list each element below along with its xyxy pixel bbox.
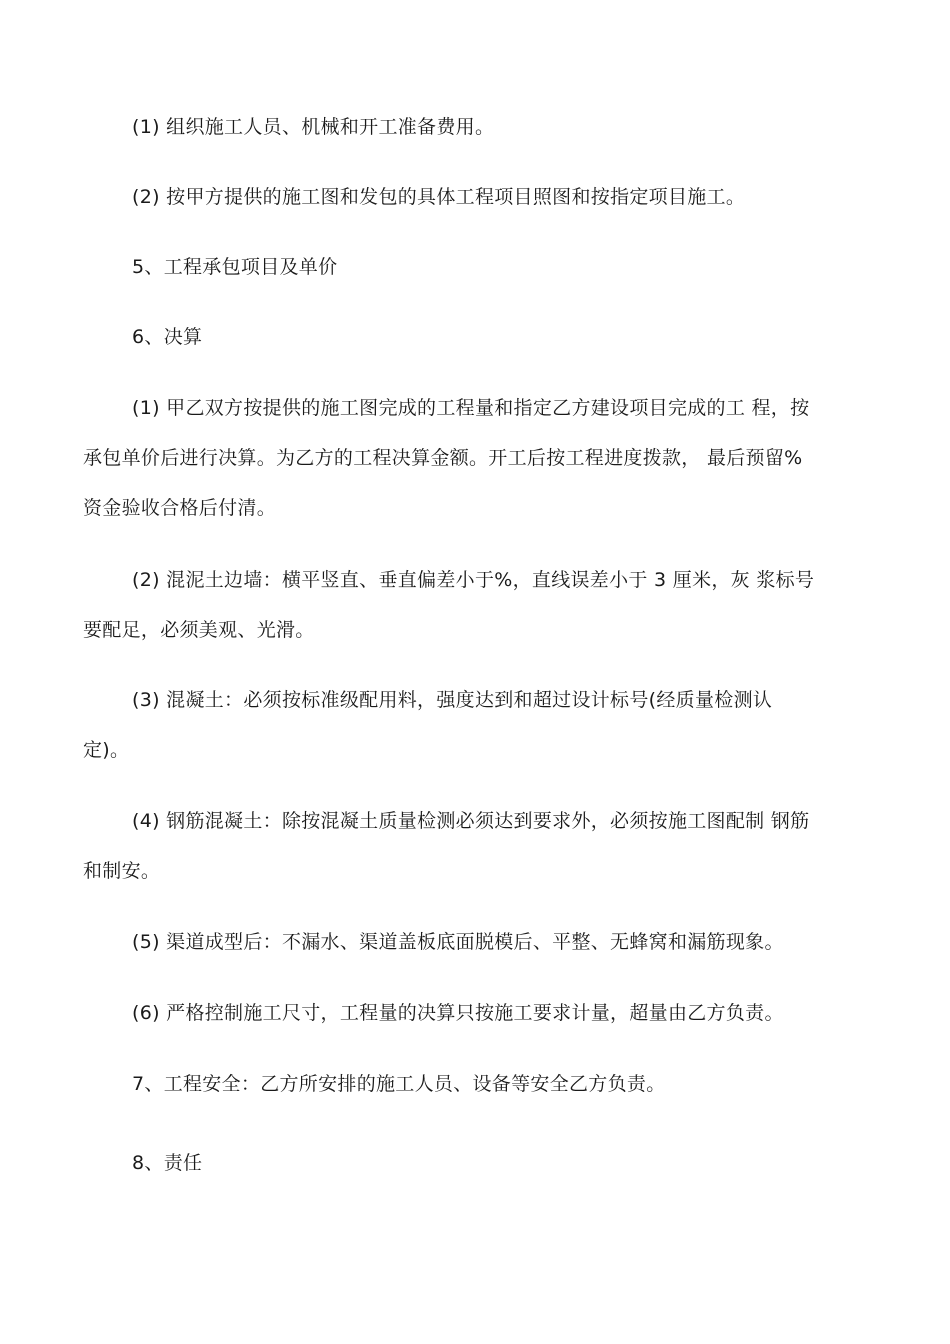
settlement-clause-2-line-1: (2) 混泥土边墙：横平竖直、垂直偏差小于%，直线误差小于 3 厘米，灰 浆标号 (132, 569, 815, 591)
section-8-heading: 8、责任 (132, 1152, 203, 1174)
settlement-clause-3-line-2: 定)。 (83, 739, 130, 761)
settlement-clause-1-line-3: 资金验收合格后付清。 (83, 497, 277, 519)
settlement-clause-1-line-1: (1) 甲乙双方按提供的施工图完成的工程量和指定乙方建设项目完成的工 程，按 (132, 397, 810, 419)
clause-6-prep-costs: (1) 组织施工人员、机械和开工准备费用。 (132, 116, 495, 138)
settlement-clause-2-line-2: 要配足，必须美观、光滑。 (83, 619, 315, 641)
settlement-clause-6: (6) 严格控制施工尺寸，工程量的决算只按施工要求计量，超量由乙方负责。 (132, 1002, 784, 1024)
settlement-clause-1-line-2: 承包单价后进行决算。为乙方的工程决算金额。开工后按工程进度拨款， 最后预留% (83, 447, 803, 469)
clause-construction-per-drawings: (2) 按甲方提供的施工图和发包的具体工程项目照图和按指定项目施工。 (132, 186, 746, 208)
settlement-clause-4-line-1: (4) 钢筋混凝土：除按混凝土质量检测必须达到要求外，必须按施工图配制 钢筋 (132, 810, 810, 832)
settlement-clause-5: (5) 渠道成型后：不漏水、渠道盖板底面脱模后、平整、无蜂窝和漏筋现象。 (132, 931, 784, 953)
section-6-heading: 6、决算 (132, 326, 203, 348)
section-5-heading: 5、工程承包项目及单价 (132, 256, 338, 278)
settlement-clause-4-line-2: 和制安。 (83, 860, 161, 882)
section-7-safety: 7、工程安全：乙方所安排的施工人员、设备等安全乙方负责。 (132, 1073, 666, 1095)
settlement-clause-3-line-1: (3) 混凝土：必须按标准级配用料，强度达到和超过设计标号(经质量检测认 (132, 689, 773, 711)
